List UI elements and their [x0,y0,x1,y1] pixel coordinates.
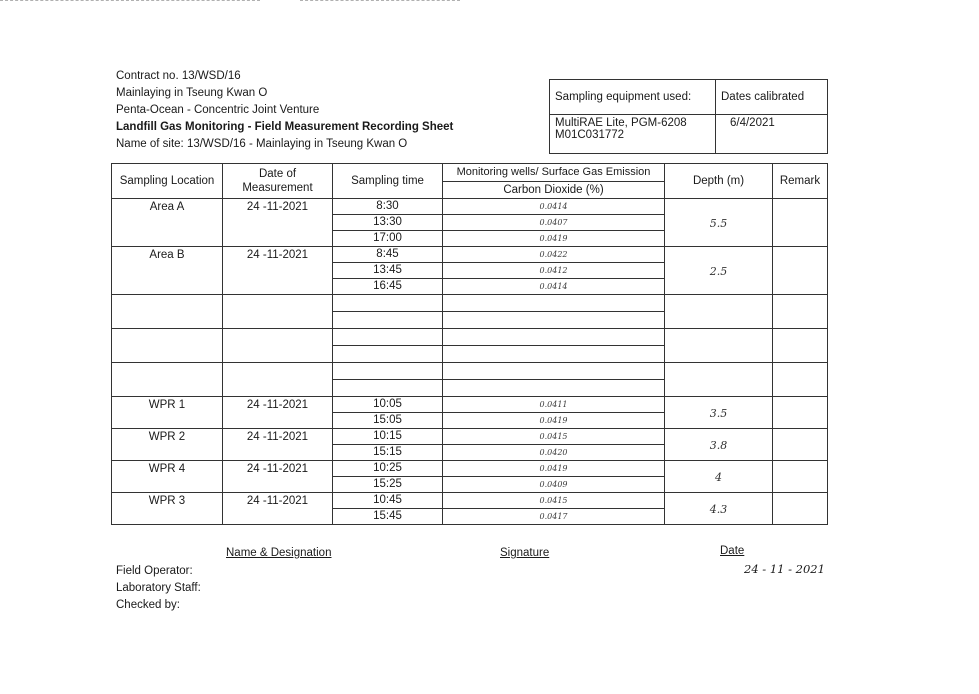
empty-cell [443,312,665,329]
equipment-model: MultiRAE Lite, PGM-6208 [555,117,687,129]
location-cell: WPR 2 [112,429,223,461]
co2-cell: 0.0422 [443,247,665,263]
time-cell: 10:25 [333,461,443,477]
laboratory-staff-label: Laboratory Staff: [116,582,201,594]
empty-cell [333,329,443,346]
site-name: Name of site: 13/WSD/16 - Mainlaying in Tseung Kwan O [116,138,408,150]
time-cell: 15:45 [333,509,443,525]
sheet-title: Landfill Gas Monitoring - Field Measurement Recording Sheet [116,121,454,133]
table-row-empty [112,295,828,312]
date-cell: 24 -11-2021 [223,461,333,493]
empty-cell [443,346,665,363]
depth-cell: 3.5 [665,397,773,429]
depth-cell: 4.3 [665,493,773,525]
scan-edge-mark [0,0,260,3]
co2-cell: 0.0407 [443,215,665,231]
co2-cell: 0.0419 [443,461,665,477]
depth-cell: 2.5 [665,247,773,295]
co2-cell: 0.0411 [443,397,665,413]
time-cell: 10:45 [333,493,443,509]
empty-cell [333,346,443,363]
remark-cell [773,493,828,525]
time-cell: 8:30 [333,199,443,215]
co2-cell: 0.0415 [443,493,665,509]
date-cell: 24 -11-2021 [223,247,333,295]
date-label: Date [720,545,745,557]
empty-cell [665,329,773,363]
time-cell: 10:05 [333,397,443,413]
equipment-table [549,79,828,154]
empty-cell [665,363,773,397]
empty-cell [443,329,665,346]
time-cell: 13:30 [333,215,443,231]
co2-cell: 0.0412 [443,263,665,279]
co2-cell: 0.0420 [443,445,665,461]
time-cell: 15:25 [333,477,443,493]
time-cell: 15:15 [333,445,443,461]
name-designation-label: Name & Designation [226,547,332,559]
empty-cell [773,363,828,397]
header-depth: Depth (m) [665,164,773,199]
location-cell: Area B [112,247,223,295]
co2-cell: 0.0409 [443,477,665,493]
header-monitoring: Monitoring wells/ Surface Gas Emission [443,164,665,182]
empty-cell [112,329,223,363]
depth-cell: 4 [665,461,773,493]
header-date: Date of Measurement [223,164,333,199]
table-row [112,493,828,509]
empty-cell [333,312,443,329]
time-cell: 17:00 [333,231,443,247]
table-row-empty [112,363,828,380]
empty-cell [443,295,665,312]
remark-cell [773,247,828,295]
project-name: Mainlaying in Tseung Kwan O [116,87,268,99]
contractor-name: Penta-Ocean - Concentric Joint Venture [116,104,320,116]
empty-cell [773,329,828,363]
header-co2: Carbon Dioxide (%) [443,181,665,199]
empty-cell [112,363,223,397]
checked-by-label: Checked by: [116,599,180,611]
date-cell: 24 -11-2021 [223,493,333,525]
remark-cell [773,199,828,247]
signature-label: Signature [500,547,550,559]
header-location: Sampling Location [112,164,223,199]
co2-cell: 0.0415 [443,429,665,445]
remark-cell [773,461,828,493]
location-cell: Area A [112,199,223,247]
equipment-serial: M01C031772 [555,129,625,141]
contract-number: Contract no. 13/WSD/16 [116,70,241,82]
empty-cell [223,329,333,363]
empty-cell [223,363,333,397]
empty-cell [333,380,443,397]
time-cell: 13:45 [333,263,443,279]
location-cell: WPR 4 [112,461,223,493]
document-header [116,68,453,153]
location-cell: WPR 1 [112,397,223,429]
time-cell: 16:45 [333,279,443,295]
date-cell: 24 -11-2021 [223,199,333,247]
co2-cell: 0.0414 [443,199,665,215]
depth-cell: 3.8 [665,429,773,461]
co2-cell: 0.0417 [443,509,665,525]
table-row [112,397,828,413]
calibrated-header: Dates calibrated [716,80,828,115]
empty-cell [112,295,223,329]
empty-cell [665,295,773,329]
table-row [112,461,828,477]
empty-cell [773,295,828,329]
calibrated-value: 6/4/2021 [716,115,828,154]
table-row [112,199,828,215]
empty-cell [333,295,443,312]
remark-cell [773,429,828,461]
measurement-table [111,163,828,525]
time-cell: 15:05 [333,413,443,429]
location-cell: WPR 3 [112,493,223,525]
table-row-empty [112,329,828,346]
empty-cell [333,363,443,380]
time-cell: 10:15 [333,429,443,445]
time-cell: 8:45 [333,247,443,263]
header-time: Sampling time [333,164,443,199]
date-cell: 24 -11-2021 [223,397,333,429]
co2-cell: 0.0414 [443,279,665,295]
date-cell: 24 -11-2021 [223,429,333,461]
depth-cell: 5.5 [665,199,773,247]
equipment-header: Sampling equipment used: [550,80,716,115]
date-value: 24 - 11 - 2021 [744,562,825,576]
table-row [112,429,828,445]
co2-cell: 0.0419 [443,413,665,429]
empty-cell [443,380,665,397]
co2-cell: 0.0419 [443,231,665,247]
equipment-value [550,115,716,154]
header-remark: Remark [773,164,828,199]
empty-cell [223,295,333,329]
table-row [112,247,828,263]
empty-cell [443,363,665,380]
field-operator-label: Field Operator: [116,565,193,577]
remark-cell [773,397,828,429]
scan-edge-mark [300,0,460,3]
